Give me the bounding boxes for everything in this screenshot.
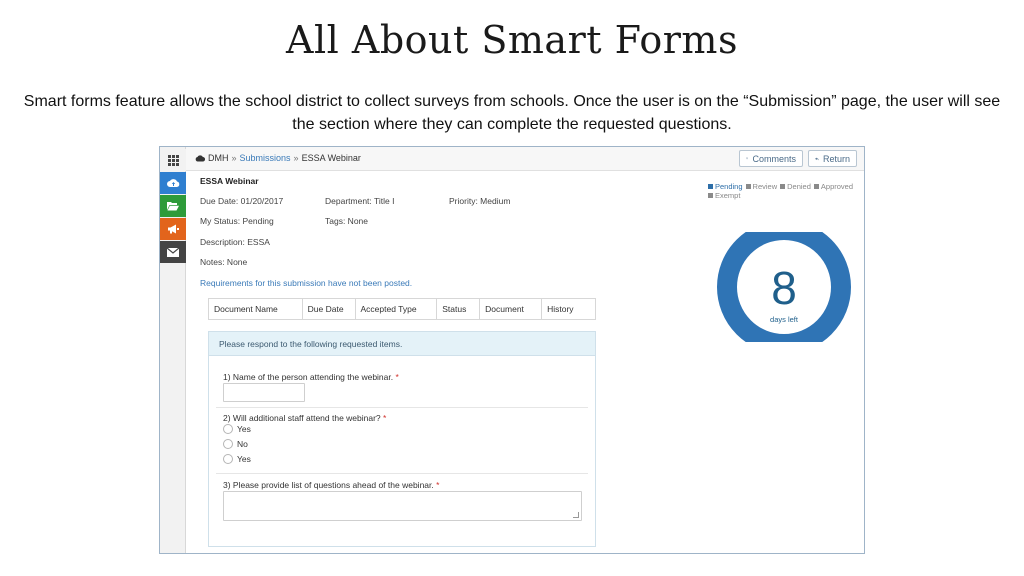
status-legend (708, 182, 864, 200)
attendee-name-input[interactable] (223, 383, 305, 402)
slide-title: All About Smart Forms (286, 18, 738, 62)
required-mark: * (395, 372, 399, 382)
required-mark: * (436, 480, 440, 490)
column-history[interactable]: History (542, 299, 596, 320)
priority: Priority: Medium (449, 196, 511, 206)
sidebar (160, 147, 186, 553)
comments-label: Comments (752, 153, 796, 164)
column-accepted-type[interactable]: Accepted Type (355, 299, 437, 320)
submission-title: ESSA Webinar (200, 176, 259, 186)
reply-arrow-icon (815, 155, 819, 163)
column-status[interactable]: Status (437, 299, 480, 320)
grid-icon[interactable] (160, 149, 186, 171)
column-due-date[interactable]: Due Date (302, 299, 355, 320)
smart-form-panel (208, 331, 596, 547)
radio-option-no[interactable]: No (223, 439, 248, 449)
envelope-icon[interactable] (160, 241, 186, 263)
notes: Notes: None (200, 257, 248, 267)
column-document-name[interactable]: Document Name (209, 299, 303, 320)
divider (216, 473, 588, 474)
legend-exempt: Exempt (708, 191, 740, 200)
topbar (186, 147, 864, 171)
form-header: Please respond to the following requested items. (209, 332, 595, 356)
requirements-note: Requirements for this submission have not been posted. (200, 278, 413, 288)
comments-icon (746, 154, 748, 163)
app-window (159, 146, 865, 554)
cloud-icon (195, 154, 205, 162)
slide-description: Smart forms feature allows the school district to collect surveys from schools. Once the user is on the “Submission” page, the user will see the section where they can complete the requested questions. (23, 93, 1001, 133)
breadcrumb-separator: » (231, 153, 237, 163)
return-label: Return (822, 153, 850, 164)
documents-table (208, 298, 596, 320)
question-1-label: 1) Name of the person attending the webinar. * (223, 372, 399, 382)
days-left-label: days left (770, 315, 798, 324)
question-3-label: 3) Please provide list of questions ahead of the webinar. * (223, 480, 440, 490)
breadcrumb-home[interactable]: DMH (208, 153, 229, 163)
my-status: My Status: Pending (200, 216, 274, 226)
department: Department: Title I (325, 196, 395, 206)
comments-button[interactable] (739, 150, 803, 167)
days-left-donut (715, 232, 853, 342)
description: Description: ESSA (200, 237, 270, 247)
radio-option-yes-2[interactable]: Yes (223, 454, 251, 464)
breadcrumb-current: ESSA Webinar (301, 153, 361, 163)
return-button[interactable] (808, 150, 857, 167)
legend-approved: Approved (814, 182, 853, 191)
cloud-upload-icon[interactable] (160, 172, 186, 194)
radio-button[interactable] (223, 424, 233, 434)
folder-open-icon[interactable] (160, 195, 186, 217)
megaphone-icon[interactable] (160, 218, 186, 240)
table-header-row (209, 299, 596, 320)
breadcrumb (195, 153, 361, 163)
radio-option-yes[interactable]: Yes (223, 424, 251, 434)
required-mark: * (383, 413, 387, 423)
legend-denied: Denied (780, 182, 811, 191)
resize-handle[interactable] (573, 512, 579, 518)
tags: Tags: None (325, 216, 368, 226)
due-date: Due Date: 01/20/2017 (200, 196, 284, 206)
radio-button[interactable] (223, 454, 233, 464)
column-document[interactable]: Document (480, 299, 542, 320)
breadcrumb-submissions[interactable]: Submissions (239, 153, 291, 163)
legend-review: Review (746, 182, 778, 191)
legend-pending: Pending (708, 182, 743, 191)
radio-button[interactable] (223, 439, 233, 449)
questions-textarea[interactable] (223, 491, 582, 521)
days-left-value: 8 (771, 262, 797, 314)
divider (216, 407, 588, 408)
breadcrumb-separator: » (293, 153, 299, 163)
question-2-label: 2) Will additional staff attend the webinar? * (223, 413, 387, 423)
